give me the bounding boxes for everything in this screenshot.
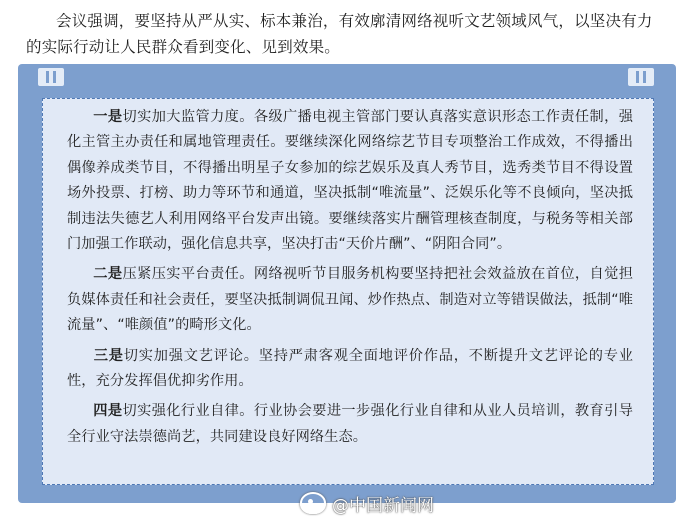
weibo-logo-icon xyxy=(300,492,326,514)
point-2-lead: 二是 xyxy=(93,266,123,283)
point-3-text: 切实加强文艺评论。坚持严肃客观全面地评价作品，不断提升文艺评论的专业性，充分发挥倡优抑劣作用。 xyxy=(67,347,633,390)
point-3 xyxy=(67,344,633,395)
points-panel xyxy=(42,98,654,485)
intro-text: 会议强调，要坚持从严从实、标本兼治，有效廓清网络视听文艺领域风气，以坚决有力的实际行动让人民群众看到变化、见到效果。 xyxy=(26,12,653,56)
point-1 xyxy=(67,105,633,257)
source-watermark xyxy=(300,490,434,516)
point-3-lead: 三是 xyxy=(93,347,124,364)
point-2-text: 压紧压实平台责任。网络视听节目服务机构要坚持把社会效益放在首位，自觉担负媒体责任和社会责任，要坚决抵制调侃丑闻、炒作热点、制造对立等错误做法，抵制“唯流量”、“唯颜值”的畸形文化。 xyxy=(67,266,633,334)
frame-tab-left xyxy=(38,68,64,86)
watermark-text: @中国新闻网 xyxy=(332,495,434,516)
frame-tab-right xyxy=(628,68,654,86)
point-1-lead: 一是 xyxy=(93,109,123,125)
intro-paragraph xyxy=(26,8,666,60)
point-1-text: 切实加大监管力度。各级广播电视主管部门要认真落实意识形态工作责任制，强化主管主办责任和属地管理责任。要继续深化网络综艺节目专项整治工作成效，不得播出偶像养成类节目，不得播出明星子女参加的综艺娱乐及真人秀节目，选秀类节目不得设置场外投票、打榜、助力等环节和通道，坚决抵制“唯流量”、泛娱乐化等不良倾向，坚决抵制违法失德艺人利用网络平台发声出镜。要继续落实片酬管理核查制度，与税务等相关部门加强工作联动，强化信息共享，坚决打击“天价片酬”、“阴阳合同”。 xyxy=(67,109,633,253)
point-2 xyxy=(67,262,633,338)
point-4-lead: 四是 xyxy=(93,403,123,420)
point-4 xyxy=(67,399,633,450)
point-4-text: 切实强化行业自律。行业协会要进一步强化行业自律和从业人员培训，教育引导全行业守法崇德尚艺，共同建设良好网络生态。 xyxy=(67,403,633,445)
